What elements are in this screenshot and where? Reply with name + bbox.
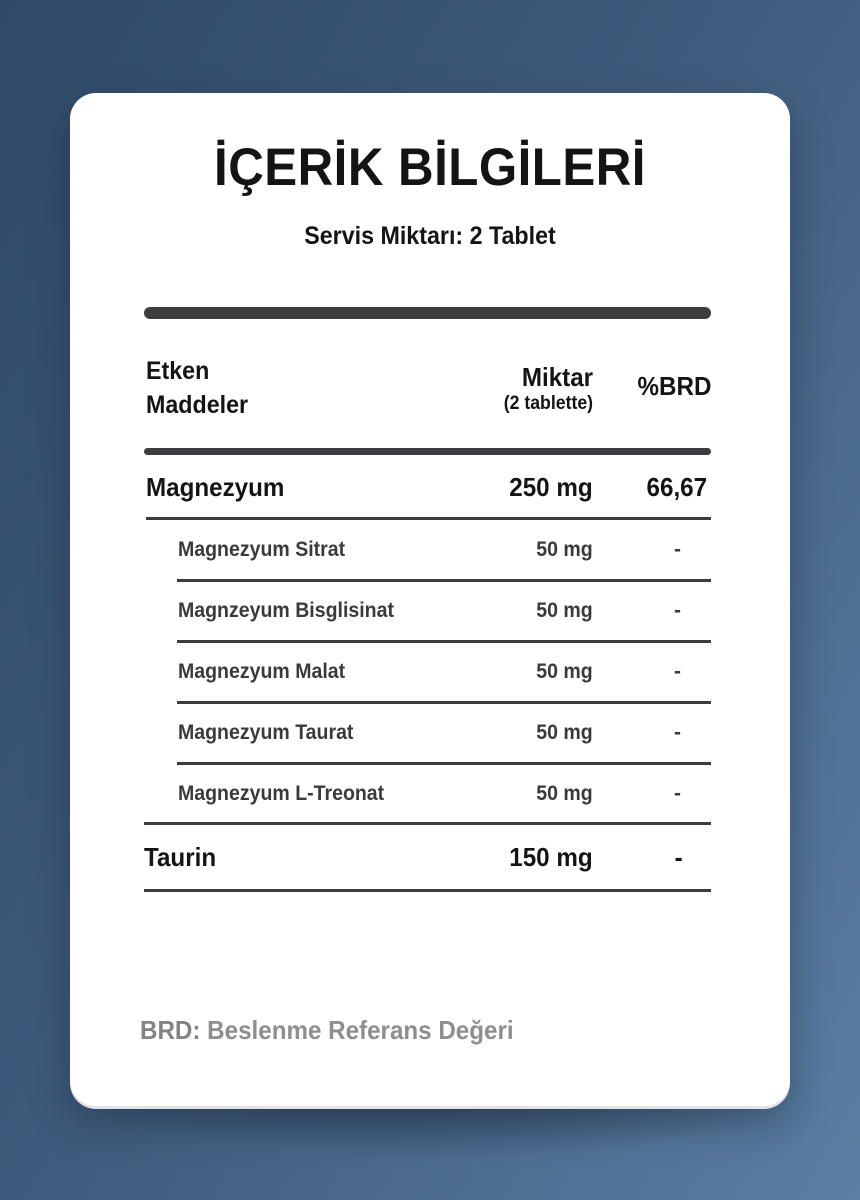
table-row <box>0 591 860 631</box>
table-bottom-divider <box>144 889 711 892</box>
row-divider <box>177 579 711 582</box>
table-row <box>0 467 860 507</box>
ingredient-rdv: - <box>674 660 681 683</box>
column-header-amount-label: Miktar <box>521 362 593 392</box>
ingredient-name: Taurin <box>144 842 217 872</box>
ingredient-name: Magnezyum Malat <box>178 660 346 683</box>
ingredient-name: Magnezyum Taurat <box>178 721 354 744</box>
ingredient-name: Magnezyum L-Treonat <box>178 782 385 805</box>
column-header-amount-note: (2 tablette) <box>503 393 593 414</box>
table-row <box>0 837 860 877</box>
ingredient-rdv: - <box>674 842 683 872</box>
serving-size: Servis Miktarı: 2 Tablet <box>304 222 556 250</box>
ingredient-amount: 250 mg <box>509 472 593 502</box>
footnote-definition: Beslenme Referans Değeri <box>200 1015 514 1045</box>
column-header-rdv: %BRD <box>637 371 711 401</box>
table-row <box>0 713 860 753</box>
top-divider <box>144 307 711 319</box>
ingredient-name: Magnezyum <box>146 472 285 502</box>
page-title: İÇERİK BİLGİLERİ <box>214 138 646 197</box>
ingredient-amount: 150 mg <box>509 842 593 872</box>
ingredient-amount: 50 mg <box>536 538 593 561</box>
ingredient-rdv: - <box>674 538 681 561</box>
ingredient-name: Magnezyum Sitrat <box>178 538 346 561</box>
table-row <box>0 652 860 692</box>
table-row <box>0 530 860 570</box>
footnote <box>140 1015 514 1046</box>
ingredient-rdv: - <box>674 782 681 805</box>
ingredient-amount: 50 mg <box>536 782 593 805</box>
row-divider <box>177 701 711 704</box>
row-divider <box>177 640 711 643</box>
column-header-ingredients <box>146 354 248 422</box>
ingredient-name: Magnzeyum Bisglisinat <box>178 599 394 622</box>
row-divider <box>146 517 711 520</box>
ingredient-rdv: - <box>674 721 681 744</box>
ingredient-amount: 50 mg <box>536 660 593 683</box>
ingredient-amount: 50 mg <box>536 721 593 744</box>
column-header-amount <box>504 362 593 416</box>
row-divider <box>177 762 711 765</box>
row-divider <box>144 822 711 825</box>
column-header-ingredients-line1: Etken <box>146 357 210 385</box>
table-row <box>0 774 860 814</box>
footnote-abbreviation: BRD: <box>140 1015 201 1045</box>
ingredient-rdv: 66,67 <box>646 472 707 502</box>
ingredient-amount: 50 mg <box>536 599 593 622</box>
column-header-ingredients-line2: Maddeler <box>146 391 249 419</box>
header-divider <box>144 448 711 455</box>
ingredient-rdv: - <box>674 599 681 622</box>
